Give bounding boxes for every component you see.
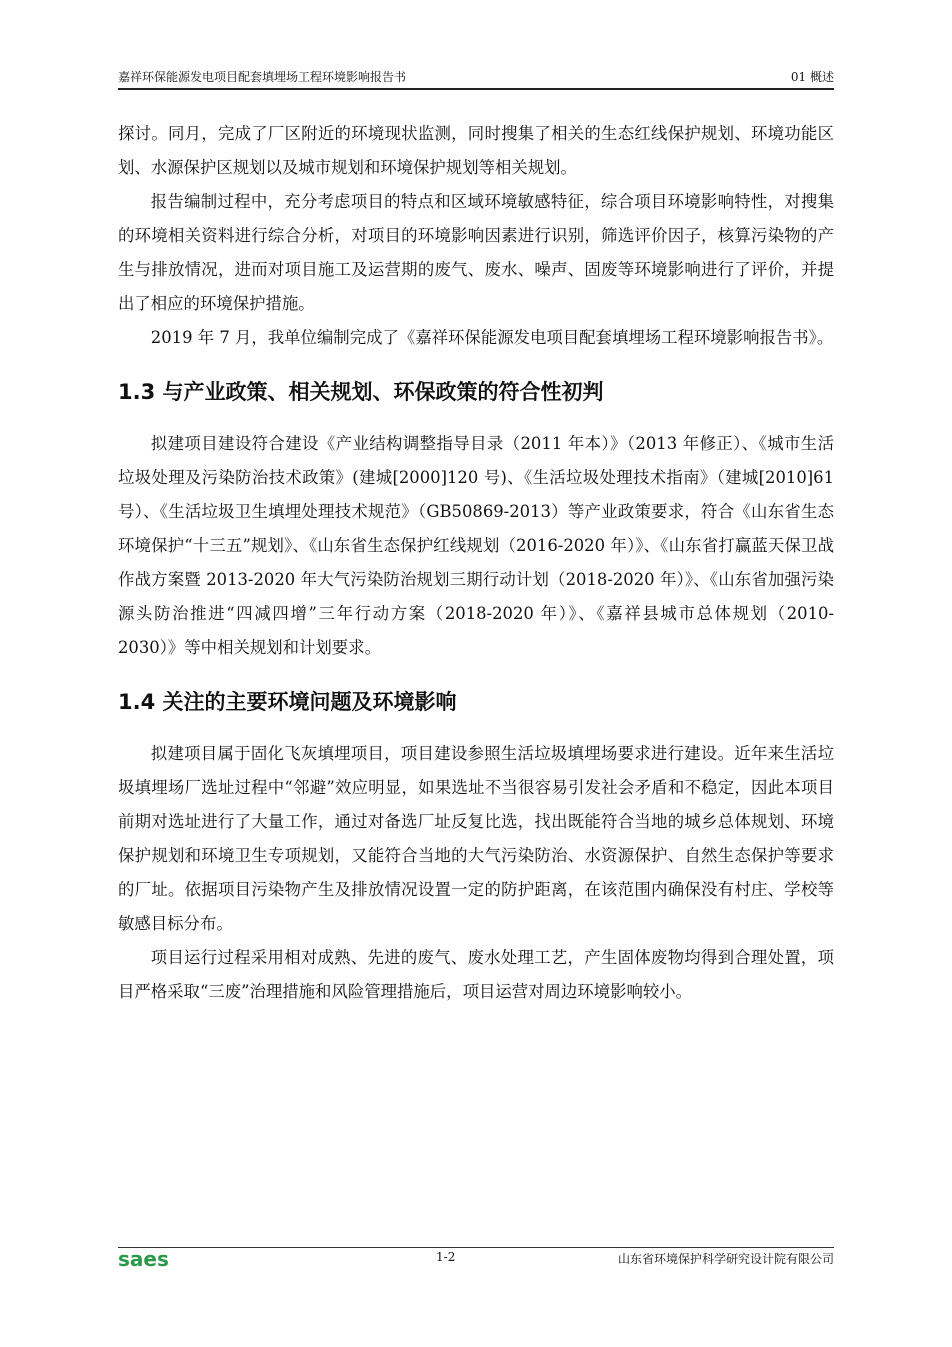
footer-organization: 山东省环境保护科学研究设计院有限公司 [617,1252,834,1266]
page-body [118,117,834,1009]
svg-text:saes: saes [118,1249,169,1269]
section-heading-1-3: 1.3 与产业政策、相关规划、环保政策的符合性初判 [118,380,604,404]
paragraph-policy-compliance: 拟建项目建设符合建设《产业结构调整指导目录（2011 年本）》（2013 年修正）、《城市生活垃圾处理及污染防治技术政策》(建城[2000]120 号)、《生活垃圾处理技术指南》（建城[2010]61 号）、《生活垃圾卫生填埋处理技术规范》（GB50869-2013）等产业政策要求，符合《山东省生态环境保护“十三五”规划》、《山东省生态保护红线规划（2016-2020 年）》、《山东省打赢蓝天保卫战作战方案暨 2013-2020 年大气污染防治规划三期行动计划（2018-2020 年）》、《山东省加强污染源头防治推进“四减四增”三年行动方案（2018-2020 年）》、《嘉祥县城市总体规划（2010-2030）》等中相关规划和计划要求。 [118,434,834,657]
page-number: 1-2 [436,1250,456,1264]
paragraph-report-process: 报告编制过程中，充分考虑项目的特点和区域环境敏感特征，综合项目环境影响特性，对搜集的环境相关资料进行综合分析，对项目的环境影响因素进行识别，筛选评价因子，核算污染物的产生与排放情况，进而对项目施工及运营期的废气、废水、噪声、固废等环境影响进行了评价，并提出了相应的环境保护措施。 [118,192,834,313]
header-chapter: 01 概述 [790,70,834,84]
paragraph-site-selection: 拟建项目属于固化飞灰填埋项目，项目建设参照生活垃圾填埋场要求进行建设。近年来生活垃圾填埋场厂选址过程中“邻避”效应明显，如果选址不当很容易引发社会矛盾和不稳定，因此本项目前期对选址进行了大量工作，通过对备选厂址反复比选，找出既能符合当地的城乡总体规划、环境保护规划和环境卫生专项规划，又能符合当地的大气污染防治、水资源保护、自然生态保护等要求的厂址。依据项目污染物产生及排放情况设置一定的防护距离，在该范围内确保没有村庄、学校等敏感目标分布。 [118,744,834,933]
paragraph-report-completion: 2019 年 7 月，我单位编制完成了《嘉祥环保能源发电项目配套填埋场工程环境影响报告书》。 [150,328,834,347]
saes-logo [118,1249,184,1269]
paragraph-operation-impact: 项目运行过程采用相对成熟、先进的废气、废水处理工艺，产生固体废物均得到合理处置，项目严格采取“三废”治理措施和风险管理措施后，项目运营对周边环境影响较小。 [118,948,834,1001]
paragraph-continued: 探讨。同月，完成了厂区附近的环境现状监测，同时搜集了相关的生态红线保护规划、环境功能区划、水源保护区规划以及城市规划和环境保护规划等相关规划。 [118,124,834,177]
section-heading-1-4: 1.4 关注的主要环境问题及环境影响 [118,690,457,714]
header-document-title: 嘉祥环保能源发电项目配套填埋场工程环境影响报告书 [118,70,407,84]
footer-divider [118,1247,834,1248]
page-header [118,66,834,90]
